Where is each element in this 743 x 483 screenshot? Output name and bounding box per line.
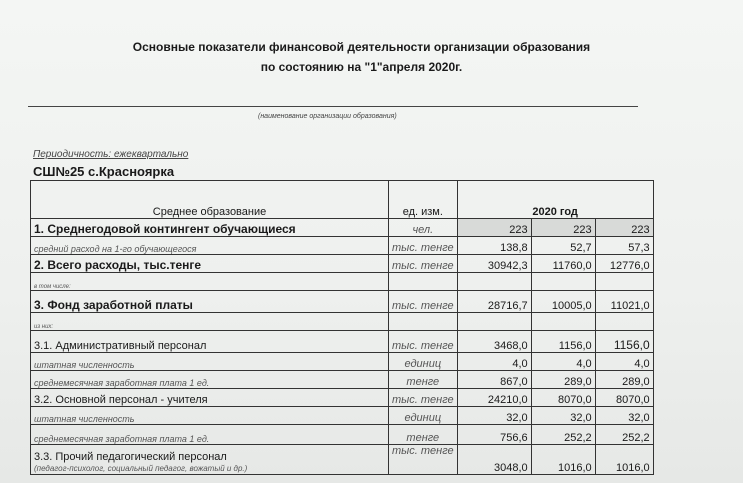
row-label: 2. Всего расходы, тыс.тенге bbox=[31, 255, 389, 273]
table-row bbox=[31, 331, 654, 353]
row-value: 4,0 bbox=[595, 353, 653, 371]
row-value: 1156,0 bbox=[595, 331, 653, 353]
table-row bbox=[31, 255, 654, 273]
table-row bbox=[31, 291, 654, 313]
row-label: штатная численность bbox=[31, 353, 389, 371]
row-label: 3.1. Административный персонал bbox=[31, 331, 389, 353]
row-value: 252,2 bbox=[531, 425, 595, 445]
row-value: 1016,0 bbox=[531, 445, 595, 475]
row-value: 223 bbox=[457, 219, 531, 237]
row-value: 3468,0 bbox=[457, 331, 531, 353]
row-label: 3. Фонд заработной платы bbox=[31, 291, 389, 313]
row-value: 289,0 bbox=[595, 371, 653, 389]
table-row bbox=[31, 273, 654, 291]
row-label: средний расход на 1-го обучающегося bbox=[31, 237, 389, 255]
organization-name-caption: (наименование организации образования) bbox=[258, 113, 397, 120]
title-line-1: Основные показатели финансовой деятельности организации образования bbox=[132, 40, 591, 54]
row-unit: тенге bbox=[389, 425, 458, 445]
row-value: 57,3 bbox=[595, 237, 653, 255]
row-value: 289,0 bbox=[531, 371, 595, 389]
row-value: 1016,0 bbox=[595, 445, 653, 475]
periodicity: Периодичность: ежеквартально bbox=[33, 149, 189, 160]
row-unit: тыс. тенге bbox=[389, 331, 458, 353]
row-label: среднемесячная заработная плата 1 ед. bbox=[31, 371, 389, 389]
row-label: 1. Среднегодовой контингент обучающиеся bbox=[31, 219, 389, 237]
table-row bbox=[31, 237, 654, 255]
title-line-2: по состоянию на "1"апреля 2020г. bbox=[260, 60, 463, 74]
row-unit: тыс. тенге bbox=[389, 237, 458, 255]
row-unit: тыс. тенге bbox=[389, 389, 458, 407]
table-header-row bbox=[31, 181, 654, 219]
table-row bbox=[31, 371, 654, 389]
row-label: среднемесячная заработная плата 1 ед. bbox=[31, 425, 389, 445]
row-label: 3.2. Основной персонал - учителя bbox=[31, 389, 389, 407]
row-label: в том числе: bbox=[31, 273, 389, 291]
row-value: 756,6 bbox=[457, 425, 531, 445]
row-value: 4,0 bbox=[531, 353, 595, 371]
school-name: СШ№25 с.Красноярка bbox=[33, 164, 175, 179]
row-value: 12776,0 bbox=[595, 255, 653, 273]
row-value: 10005,0 bbox=[531, 291, 595, 313]
row-unit: тенге bbox=[389, 371, 458, 389]
col-header-education: Среднее образование bbox=[31, 181, 389, 219]
row-label-note: (педагог-психолог, социальный педагог, вожатый и др.) bbox=[34, 464, 248, 473]
table-row bbox=[31, 353, 654, 371]
row-unit: единиц bbox=[389, 353, 458, 371]
row-value: 223 bbox=[595, 219, 653, 237]
table-row bbox=[31, 313, 654, 331]
row-label: из них: bbox=[31, 313, 389, 331]
row-value: 11021,0 bbox=[595, 291, 653, 313]
row-value: 223 bbox=[531, 219, 595, 237]
row-value: 3048,0 bbox=[457, 445, 531, 475]
row-value: 32,0 bbox=[531, 407, 595, 425]
table-row bbox=[31, 425, 654, 445]
table-row bbox=[31, 445, 654, 475]
row-unit: тыс. тенге bbox=[389, 255, 458, 273]
row-value: 52,7 bbox=[531, 237, 595, 255]
row-value: 4,0 bbox=[457, 353, 531, 371]
row-value: 1156,0 bbox=[531, 331, 595, 353]
row-unit: единиц bbox=[389, 407, 458, 425]
row-value: 28716,7 bbox=[457, 291, 531, 313]
table-row bbox=[31, 219, 654, 237]
row-label: штатная численность bbox=[31, 407, 389, 425]
row-value: 8070,0 bbox=[595, 389, 653, 407]
financial-table bbox=[30, 180, 654, 475]
row-label: 3.3. Прочий педагогический персонал bbox=[34, 451, 227, 463]
row-unit: чел. bbox=[389, 219, 458, 237]
table-row bbox=[31, 389, 654, 407]
row-value: 138,8 bbox=[457, 237, 531, 255]
row-value: 24210,0 bbox=[457, 389, 531, 407]
row-value: 30942,3 bbox=[457, 255, 531, 273]
row-unit: тыс. тенге bbox=[389, 445, 458, 475]
row-value: 32,0 bbox=[457, 407, 531, 425]
table-row bbox=[31, 407, 654, 425]
col-header-unit: ед. изм. bbox=[389, 181, 458, 219]
row-value: 867,0 bbox=[457, 371, 531, 389]
row-value: 11760,0 bbox=[531, 255, 595, 273]
row-value: 252,2 bbox=[595, 425, 653, 445]
row-label-multiline bbox=[31, 445, 389, 475]
row-value: 8070,0 bbox=[531, 389, 595, 407]
row-unit: тыс. тенге bbox=[389, 291, 458, 313]
col-header-year: 2020 год bbox=[457, 181, 653, 219]
row-value: 32,0 bbox=[595, 407, 653, 425]
organization-name-line bbox=[28, 106, 638, 107]
